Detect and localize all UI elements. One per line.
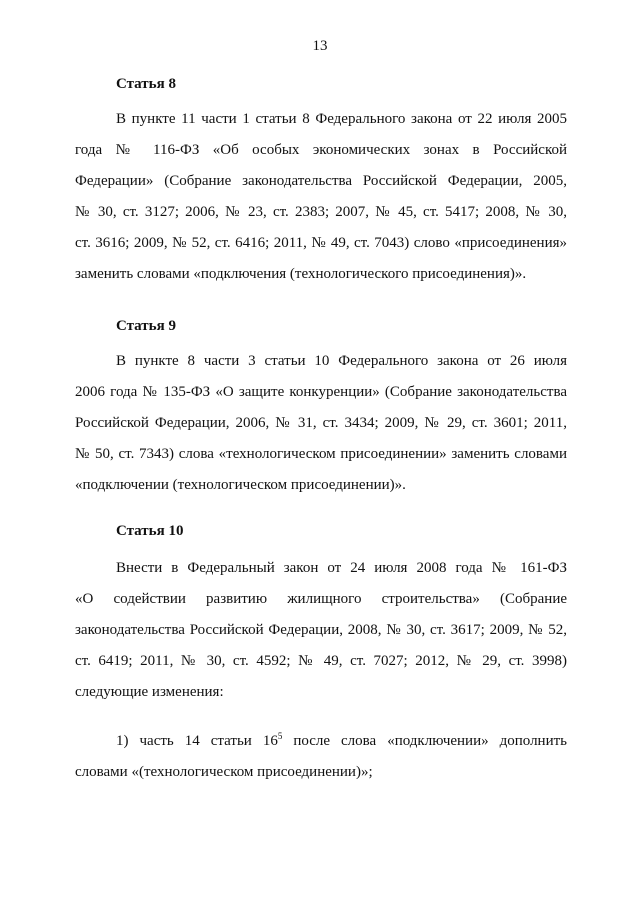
article-8-paragraph [75,104,567,290]
paragraph-line: следующие изменения: [75,684,224,700]
article-10-paragraph [75,553,567,708]
article-9-paragraph [75,346,567,501]
article-8-heading: Статья 8 [116,76,176,92]
paragraph-line: года № 116-ФЗ «Об особых экономических зонах в Российской [75,142,567,158]
paragraph-line: Внести в Федеральный закон от 24 июля 2008 года № 161-ФЗ [116,560,567,576]
item-1-text-end: после слова «подключении» дополнить [282,733,568,749]
paragraph-line: «подключении (технологическом присоединении)». [75,477,406,493]
paragraph-line: «О содействии развитию жилищного строительства» (Собрание [75,591,567,607]
paragraph-line: Российской Федерации, 2006, № 31, ст. 3434; 2009, № 29, ст. 3601; 2011, [75,415,567,431]
article-10-heading: Статья 10 [116,523,184,539]
paragraph-line: В пункте 11 части 1 статьи 8 Федерального закона от 22 июля 2005 [116,111,567,127]
paragraph-line: ст. 3616; 2009, № 52, ст. 6416; 2011, № 49, ст. 7043) слово «присоединения» [75,235,567,251]
paragraph-line: заменить словами «подключения (технологического присоединения)». [75,266,527,282]
paragraph-line: словами «(технологическом присоединении)»; [75,764,373,780]
paragraph-line: В пункте 8 части 3 статьи 10 Федерального закона от 26 июля [116,353,567,369]
paragraph-line: Федерации» (Собрание законодательства Российской Федерации, 2005, [75,173,567,189]
paragraph-line: 2006 года № 135-ФЗ «О защите конкуренции» (Собрание законодательства [75,384,567,400]
article-9-heading: Статья 9 [116,318,176,334]
paragraph-line: ст. 6419; 2011, № 30, ст. 4592; № 49, ст. 7027; 2012, № 29, ст. 3998) [75,653,567,669]
article-10-item-1 [75,726,567,788]
paragraph-line: № 30, ст. 3127; 2006, № 23, ст. 2383; 2007, № 45, ст. 5417; 2008, № 30, [75,204,567,220]
paragraph-line: № 50, ст. 7343) слова «технологическом присоединении» заменить словами [75,446,567,462]
paragraph-line [75,726,567,757]
item-1-text-start: 1) часть 14 статьи 16 [116,733,278,749]
superscript: 5 [277,731,283,741]
paragraph-line: законодательства Российской Федерации, 2008, № 30, ст. 3617; 2009, № 52, [75,622,567,638]
page-number: 13 [312,38,328,54]
